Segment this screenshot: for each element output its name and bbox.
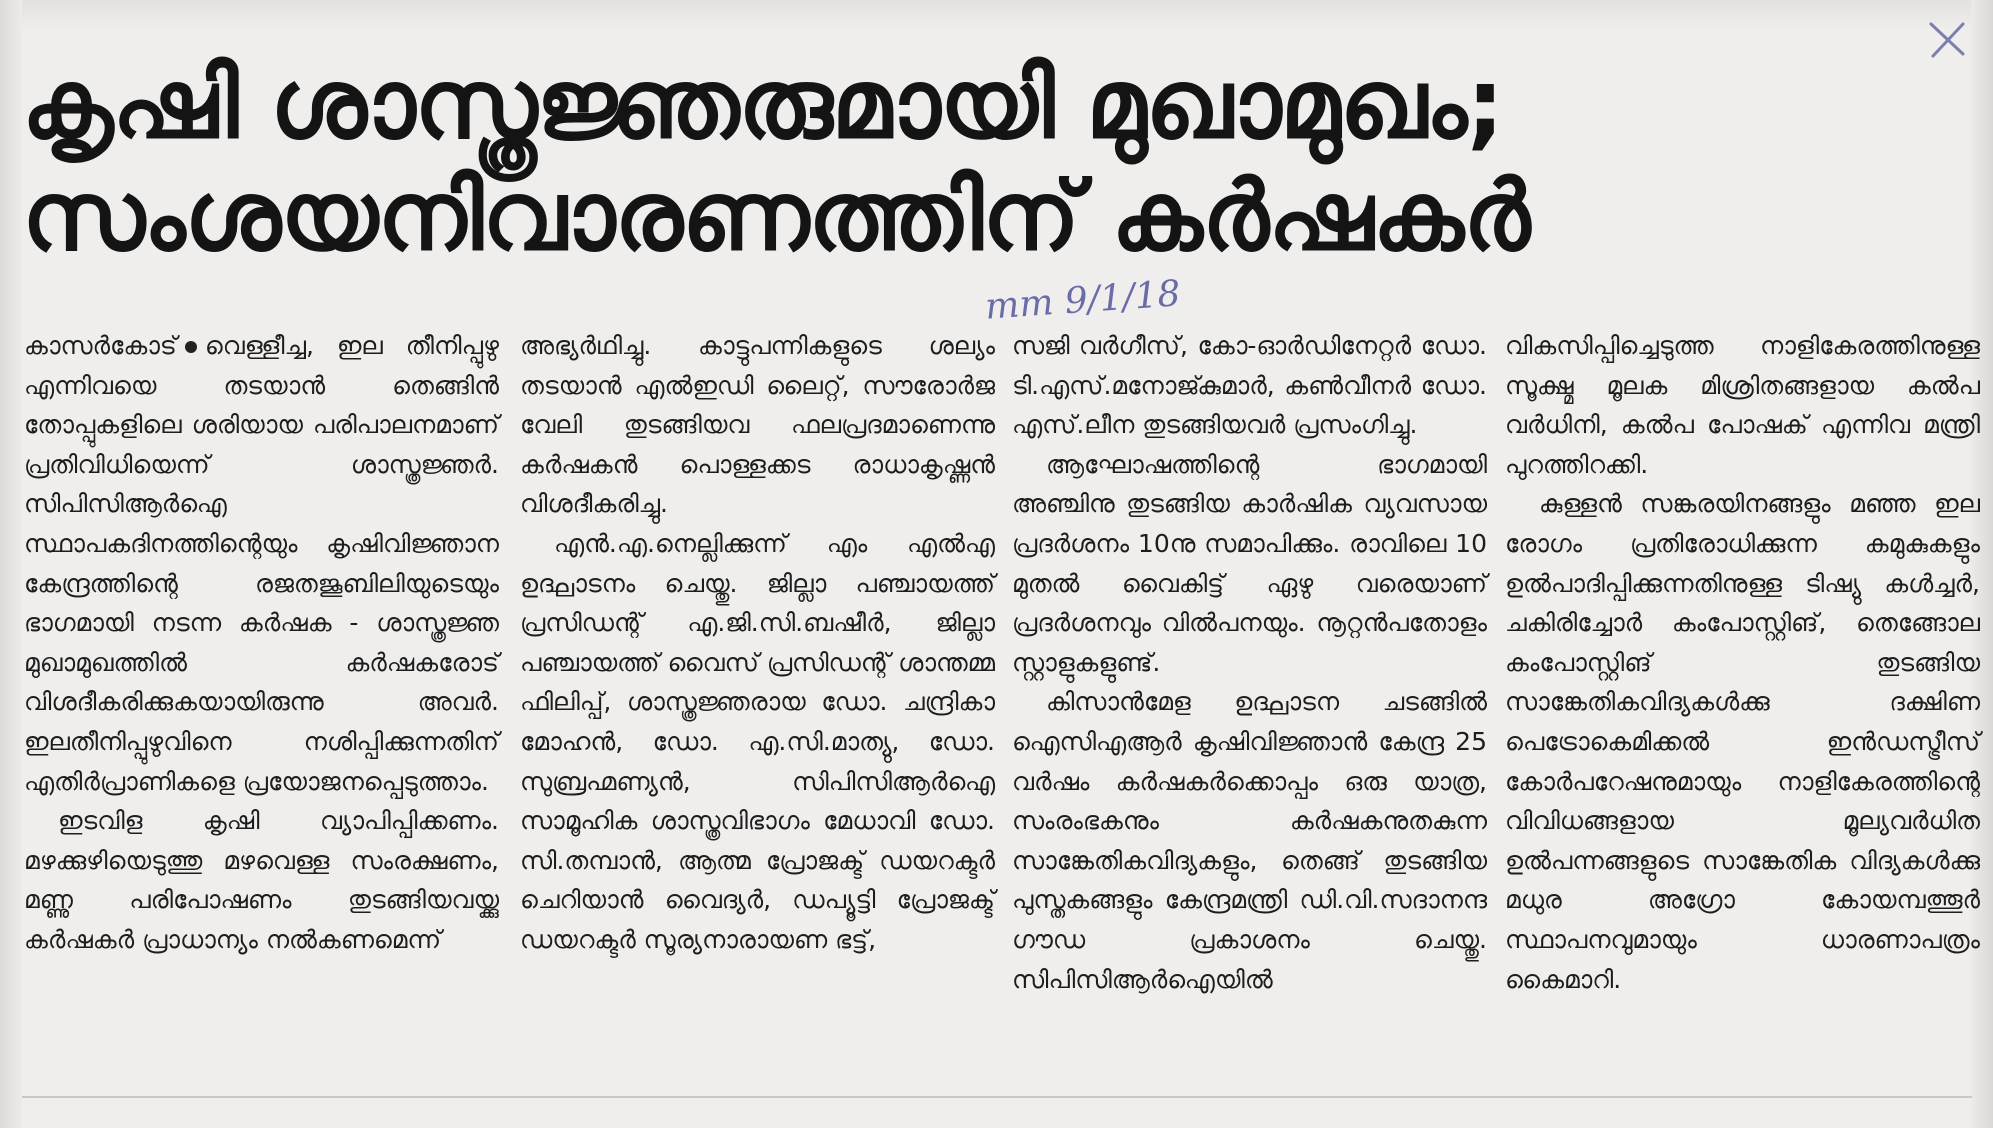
column-2-paragraph-1: അഭ്യർഥിച്ചു. കാട്ടുപന്നികളുടെ ശല്യം തടയാൻ എൽഇഡി ലൈറ്റ്, സൗരോർജ വേലി തുടങ്ങിയവ ഫലപ്രദമാണെന്നു കർഷകൻ പൊള്ളക്കട രാധാകൃഷ്ണൻ വിശദീകരിച്ചു. <box>520 331 995 519</box>
article-column-2 <box>520 326 995 960</box>
column-1-paragraph-1-text: വെള്ളീച്ച, ഇല തീനിപ്പുഴു എന്നിവയെ തടയാൻ തെങ്ങിൻ തോപ്പുകളിലെ ശരിയായ പരിപാലനമാണ് പ്രതിവിധിയെന്ന് ശാസ്ത്രജ്ഞർ. സിപിസിആർഐ സ്ഥാപകദിനത്തിന്റെയും കൃഷിവിജ്ഞാന കേന്ദ്രത്തിന്റെ രജതജൂബിലിയുടെയും ഭാഗമായി നടന്ന കർഷക - ശാസ്ത്രജ്ഞ മുഖാമുഖത്തിൽ കർഷകരോട് വിശദീകരിക്കുകയായിരുന്നു അവർ. ഇലതീനിപ്പുഴുവിനെ നശിപ്പിക്കുന്നതിന് എതിർപ്രാണികളെ പ്രയോജനപ്പെടുത്താം. <box>24 331 499 796</box>
article-column-3 <box>1012 326 1487 999</box>
column-4-paragraph-2: കുള്ളൻ സങ്കരയിനങ്ങളും മഞ്ഞ ഇല രോഗം പ്രതിരോധിക്കുന്ന കമുകുകളും ഉൽപാദിപ്പിക്കുന്നതിനുള്ള ടിഷ്യു കൾച്ചർ, ചകിരിച്ചോർ കംപോസ്റ്റിങ്, തെങ്ങോല കംപോസ്റ്റിങ് തുടങ്ങിയ സാങ്കേതികവിദ്യകൾക്കു ദക്ഷിണ പെട്രോകെമിക്കൽ ഇൻഡസ്ട്രീസ് കോർപറേഷനുമായും നാളികേരത്തിന്റെ വിവിധങ്ങളായ മൂല്യവർധിത ഉൽപന്നങ്ങളുടെ സാങ്കേതിക വിദ്യകൾക്കു മധുര അഗ്രോ കോയമ്പത്തൂർ സ്ഥാപനവുമായും ധാരണാപത്രം കൈമാറി. <box>1505 489 1980 994</box>
cross-mark-icon <box>1925 18 1969 62</box>
dateline-bullet-icon <box>185 341 197 353</box>
adjacent-page-bleed-top <box>0 0 1993 30</box>
article-column-4 <box>1505 326 1980 999</box>
column-3-paragraph-2: ആഘോഷത്തിന്റെ ഭാഗമായി അഞ്ചിനു തുടങ്ങിയ കാർഷിക വ്യവസായ പ്രദർശനം 10നു സമാപിക്കും. രാവിലെ 10 മുതൽ വൈകിട്ട് ഏഴു വരെയാണ് പ്രദർശനവും വിൽപനയും. നൂറ്റൻപതോളം സ്റ്റാളുകളുണ്ട്. <box>1012 449 1487 677</box>
column-2-paragraph-2: എൻ.എ.നെല്ലിക്കുന്ന് എം എൽഎ ഉദ്ഘാടനം ചെയ്തു. ജില്ലാ പഞ്ചായത്ത് പ്രസിഡന്റ് എ.ജി.സി.ബഷീർ, ജില്ലാ പഞ്ചായത്ത് വൈസ് പ്രസിഡന്റ് ശാന്തമ്മ ഫിലിപ്പ്, ശാസ്ത്രജ്ഞരായ ഡോ. ചന്ദ്രികാ മോഹൻ, ഡോ. എ.സി.മാത്യു, ഡോ. സുബ്രഹ്മണ്യൻ, സിപിസിആർഐ സാമൂഹിക ശാസ്ത്രവിഭാഗം മേധാവി ഡോ. സി.തമ്പാൻ, ആത്മ പ്രോജക്ട് ഡയറക്ടർ ചെറിയാൻ വൈദ്യർ, ഡപ്യൂട്ടി പ്രോജക്ട് ഡയറക്ടർ സൂര്യനാരായണ ഭട്ട്, <box>520 528 995 954</box>
headline-line-1: കൃഷി ശാസ്ത്രജ്ഞരുമായി മുഖാമുഖം; <box>22 48 1504 160</box>
column-1-paragraph-1 <box>24 326 499 801</box>
bottom-rule <box>22 1096 1972 1098</box>
column-3-paragraph-3: കിസാൻമേള ഉദ്ഘാടന ചടങ്ങിൽ ഐസിഎആർ കൃഷിവിജ്ഞാൻ കേന്ദ്ര 25 വർഷം കർഷകർക്കൊപ്പം ഒരു യാത്ര, സംരംഭകനും കർഷകനുതകുന്ന സാങ്കേതികവിദ്യകളും, തെങ്ങ് തുടങ്ങിയ പുസ്തകങ്ങളും കേന്ദ്രമന്ത്രി ഡി.വി.സദാനന്ദ ഗൗഡ പ്രകാശനം ചെയ്തു. സിപിസിആർഐയിൽ <box>1012 687 1487 994</box>
column-4-paragraph-1: വികസിപ്പിച്ചെടുത്ത നാളികേരത്തിനുള്ള സൂക്ഷ്മ മൂലക മിശ്രിതങ്ങളായ കൽപ വർധിനി, കൽപ പോഷക് എന്നിവ മന്ത്രി പുറത്തിറക്കി. <box>1505 331 1980 479</box>
article-column-1 <box>24 326 499 960</box>
headline-line-2: സംശയനിവാരണത്തിന് കർഷകർ <box>22 160 1530 272</box>
handwritten-note: mm 9/1/18 <box>983 273 1182 328</box>
column-3-paragraph-1: സജി വർഗീസ്, കോ-ഓർഡിനേറ്റർ ഡോ. ടി.എസ്.മനോജ്കുമാർ, കൺവീനർ ഡോ. എസ്.ലീന തുടങ്ങിയവർ പ്രസംഗിച്ചു. <box>1012 331 1487 440</box>
column-1-paragraph-2: ഇടവിള കൃഷി വ്യാപിപ്പിക്കണം. മഴക്കുഴിയെടുത്തു മഴവെള്ള സംരക്ഷണം, മണ്ണു പരിപോഷണം തുടങ്ങിയവയ്ക്കു കർഷകർ പ്രാധാന്യം നൽകണമെന്ന് <box>24 806 499 954</box>
article-headline <box>22 48 1672 272</box>
adjacent-page-bleed-left <box>0 0 22 1128</box>
dateline: കാസർകോട് <box>24 331 177 360</box>
